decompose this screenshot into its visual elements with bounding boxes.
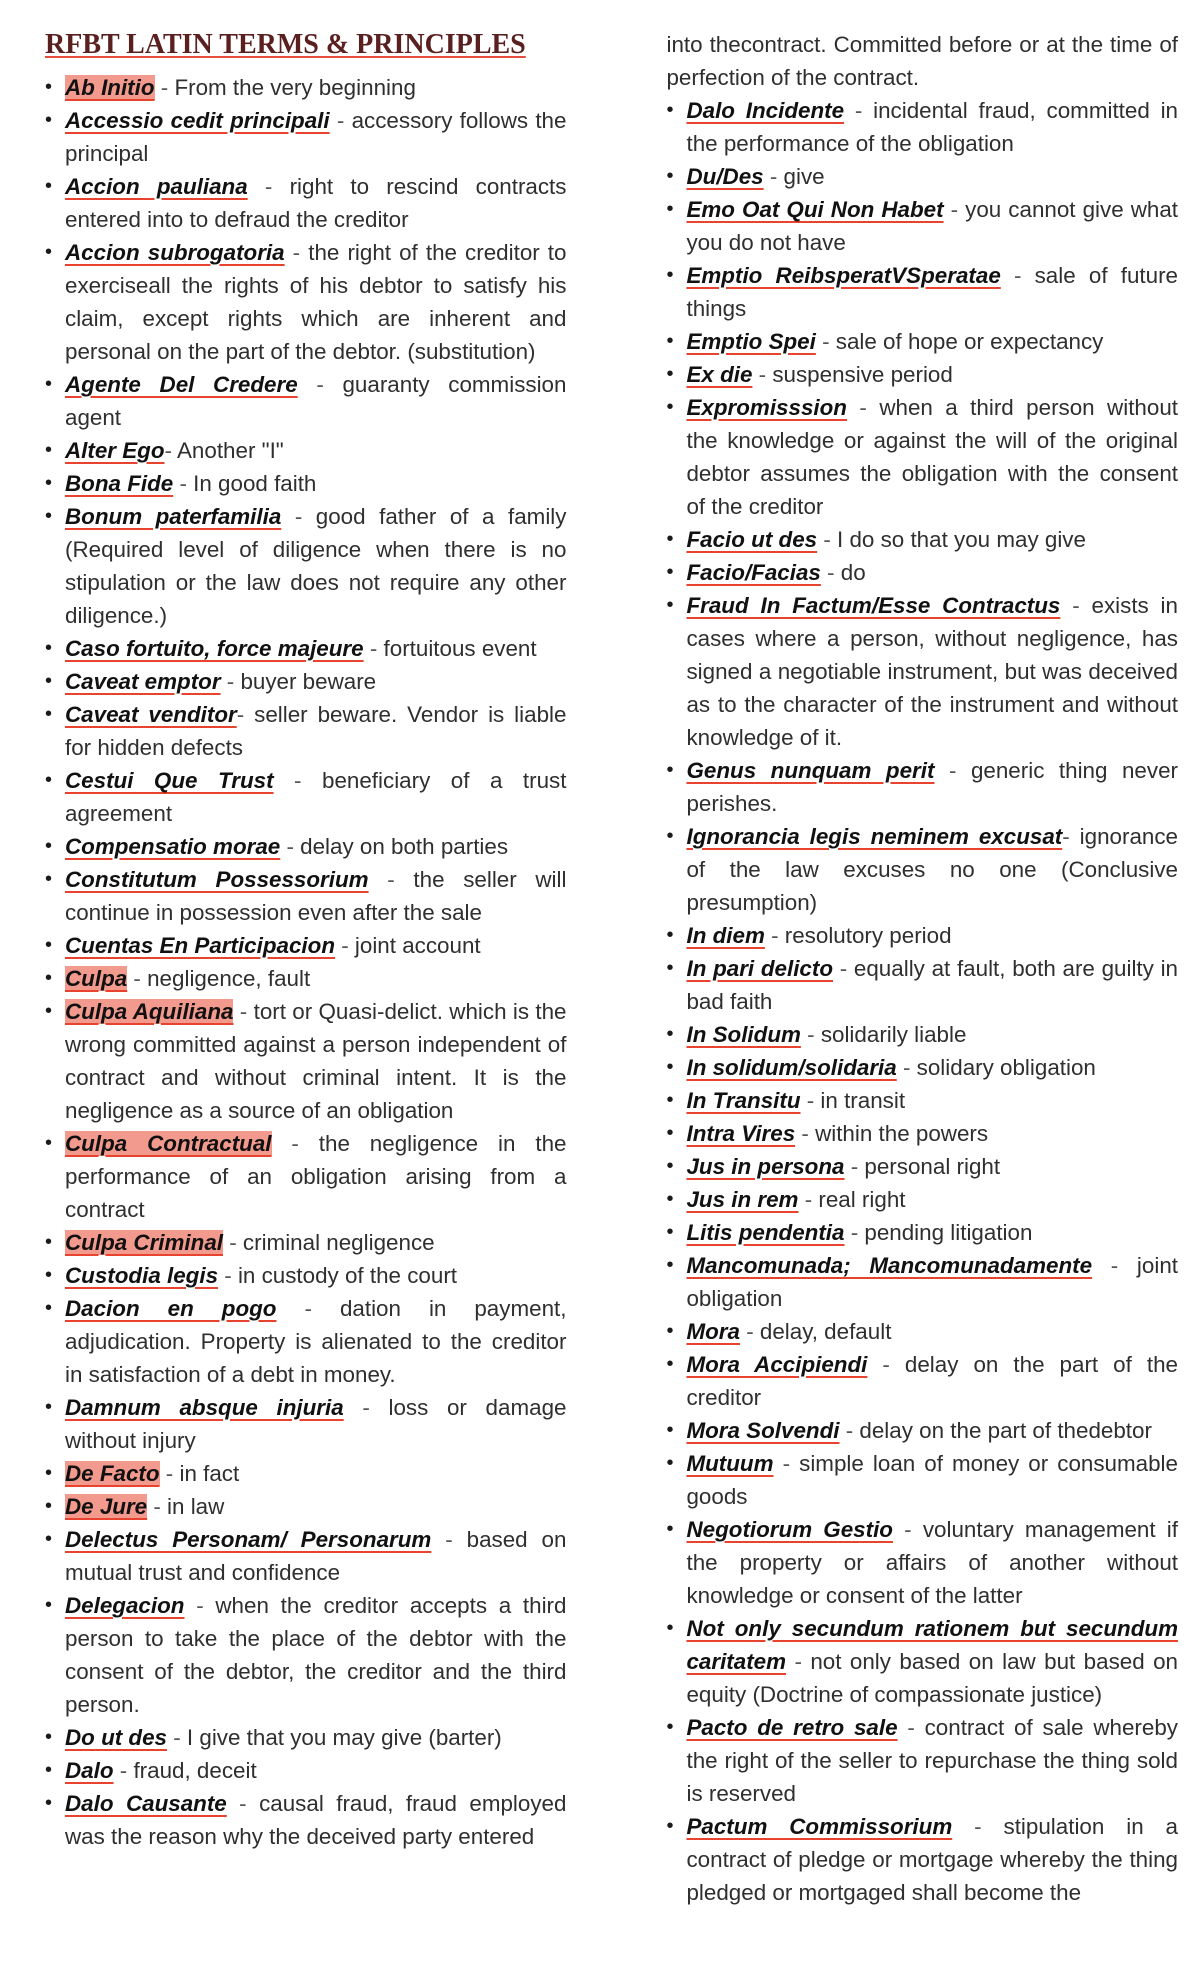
- term-separator: -: [1000, 263, 1035, 288]
- term-separator: -: [223, 1230, 243, 1255]
- term-entry: [666, 1249, 1178, 1315]
- term-entry: [666, 1018, 1178, 1051]
- page-title: RFBT LATIN TERMS & PRINCIPLES: [45, 29, 526, 60]
- term-definition: criminal negligence: [242, 1230, 435, 1255]
- term-entry: [666, 1051, 1178, 1084]
- term-entry: [666, 160, 1178, 193]
- term-definition: when the creditor accepts a third person to take the place of the debtor with the consent of the debtor, the creditor and the third person.: [65, 1593, 567, 1717]
- term-name: Caso fortuito, force majeure: [65, 636, 364, 661]
- term-separator: -: [795, 1121, 816, 1146]
- term-entry: [45, 71, 566, 104]
- term-definition: joint obligation: [686, 1253, 1178, 1311]
- term-name: De Facto: [65, 1461, 160, 1486]
- term-entry: [666, 820, 1178, 919]
- term-name: Mora Accipiendi: [686, 1352, 868, 1377]
- term-entry: [666, 1216, 1178, 1249]
- term-name: Emo Oat Qui Non Habet: [686, 197, 944, 222]
- term-definition: I give that you may give (barter): [186, 1725, 502, 1750]
- term-separator: -: [764, 923, 785, 948]
- term-definition: you cannot give what you do not have: [686, 197, 1178, 255]
- term-entry: [666, 556, 1178, 589]
- term-entry: [45, 1721, 566, 1754]
- term-entry: [666, 589, 1178, 754]
- term-name: Expromisssion: [686, 395, 847, 420]
- term-name: Culpa: [65, 966, 128, 991]
- term-entry: [666, 1315, 1178, 1348]
- term-entry: [45, 929, 566, 962]
- term-definition: fortuitous event: [383, 636, 537, 661]
- term-definition: the right of the creditor to exerciseall the rights of his debtor to satisfy his claim, except rights which are inherent and personal on the part of the debtor. (substitution): [65, 240, 567, 364]
- term-separator: -: [247, 174, 290, 199]
- term-entry: [45, 1391, 566, 1457]
- term-separator: -: [844, 1154, 865, 1179]
- term-definition: give: [783, 164, 825, 189]
- term-name: Negotiorum Gestio: [686, 1517, 893, 1542]
- term-separator: -: [867, 1352, 905, 1377]
- term-entry: [666, 1447, 1178, 1513]
- term-definition: the seller will continue in possession even after the sale: [65, 867, 567, 925]
- term-separator: -: [236, 702, 255, 727]
- term-name: Emptio Spei: [686, 329, 816, 354]
- term-entry: [666, 523, 1178, 556]
- term-definition: delay on the part of thedebtor: [859, 1418, 1152, 1443]
- term-separator: -: [897, 1715, 925, 1740]
- term-name: In solidum/solidaria: [686, 1055, 897, 1080]
- term-separator: -: [773, 1451, 800, 1476]
- term-definition: pending litigation: [864, 1220, 1033, 1245]
- term-separator: -: [280, 834, 301, 859]
- term-entry: [45, 863, 566, 929]
- term-definition: sale of hope or expectancy: [835, 329, 1104, 354]
- term-name: Mora: [686, 1319, 740, 1344]
- term-name: Pactum Commissorium: [686, 1814, 953, 1839]
- term-name: Agente Del Credere: [65, 372, 298, 397]
- term-separator: -: [273, 768, 322, 793]
- term-name: Compensatio morae: [65, 834, 281, 859]
- term-name: De Jure: [65, 1494, 148, 1519]
- term-separator: -: [164, 438, 177, 463]
- term-entry: [45, 467, 566, 500]
- term-separator: -: [159, 1461, 180, 1486]
- term-name: Cestui Que Trust: [65, 768, 274, 793]
- term-separator: -: [343, 1395, 389, 1420]
- term-entry: [45, 1292, 566, 1391]
- term-separator: -: [844, 1220, 865, 1245]
- term-definition: guaranty commission agent: [65, 372, 567, 430]
- term-name: Ab Initio: [65, 75, 155, 100]
- term-name: Du/Des: [686, 164, 764, 189]
- term-separator: -: [276, 1296, 340, 1321]
- term-separator: -: [943, 197, 966, 222]
- term-separator: -: [226, 1791, 260, 1816]
- term-separator: -: [752, 362, 773, 387]
- term-separator: -: [147, 1494, 168, 1519]
- term-definition: delay on the part of the creditor: [686, 1352, 1178, 1410]
- term-definition: loss or damage without injury: [65, 1395, 567, 1453]
- term-name: In pari delicto: [686, 956, 834, 981]
- term-entry: [666, 1513, 1178, 1612]
- term-definition: delay on both parties: [300, 834, 509, 859]
- term-entry: [666, 754, 1178, 820]
- term-entry: [666, 952, 1178, 1018]
- term-definition: delay, default: [759, 1319, 892, 1344]
- term-name: Fraud In Factum/Esse Contractus: [686, 593, 1061, 618]
- term-entry: [45, 1127, 566, 1226]
- term-name: Litis pendentia: [686, 1220, 845, 1245]
- term-separator: -: [844, 98, 874, 123]
- term-separator: -: [786, 1649, 811, 1674]
- term-name: Dalo: [65, 1758, 114, 1783]
- term-name: Culpa Criminal: [65, 1230, 224, 1255]
- term-name: Culpa Aquiliana: [65, 999, 234, 1024]
- term-separator: -: [184, 1593, 216, 1618]
- term-definition: resolutory period: [784, 923, 952, 948]
- term-definition: generic thing never perishes.: [686, 758, 1178, 816]
- term-separator: -: [271, 1131, 319, 1156]
- term-name: In diem: [686, 923, 765, 948]
- term-entry: [666, 1084, 1178, 1117]
- term-name: Jus in persona: [686, 1154, 845, 1179]
- term-separator: -: [218, 1263, 238, 1288]
- term-separator: -: [329, 108, 352, 133]
- term-definition: suspensive period: [772, 362, 953, 387]
- term-name: Constitutum Possessorium: [65, 867, 369, 892]
- term-definition: fraud, deceit: [133, 1758, 257, 1783]
- term-definition: dation in payment, adjudication. Property is alienated to the creditor in satisfaction of a debt in money.: [65, 1296, 567, 1387]
- term-definition: In good faith: [193, 471, 317, 496]
- term-name: Dalo Causante: [65, 1791, 227, 1816]
- left-term-list: [45, 71, 566, 1853]
- term-entry: [45, 500, 566, 632]
- term-name: Genus nunquam perit: [686, 758, 935, 783]
- term-name: Not only secundum rationem but secundum caritatem: [686, 1616, 1178, 1674]
- term-entry: [45, 1490, 566, 1523]
- term-entry: [666, 325, 1178, 358]
- term-entry: [45, 764, 566, 830]
- term-definition: when a third person without the knowledge or against the will of the original debtor assumes the obligation with the consent of the creditor: [686, 395, 1178, 519]
- term-entry: [666, 1612, 1178, 1711]
- term-separator: -: [233, 999, 254, 1024]
- term-name: Facio/Facias: [686, 560, 821, 585]
- term-separator: -: [815, 329, 836, 354]
- term-entry: [666, 1150, 1178, 1183]
- term-separator: -: [281, 504, 316, 529]
- term-definition: accessory follows the principal: [65, 108, 567, 166]
- term-separator: -: [113, 1758, 134, 1783]
- term-name: Mancomunada; Mancomunadamente: [686, 1253, 1093, 1278]
- term-entry: [666, 1117, 1178, 1150]
- term-separator: -: [839, 1418, 860, 1443]
- term-definition: Another "I": [176, 438, 284, 463]
- left-column: [45, 22, 566, 1909]
- term-definition: right to rescind contracts entered into to defraud the creditor: [65, 174, 567, 232]
- term-definition: contract of sale whereby the right of the seller to repurchase the thing sold is reserved: [686, 1715, 1178, 1806]
- term-definition: exists in cases where a person, without negligence, has signed a negotiable instrument, but was deceived as to the character of the instrument and without knowledge of it.: [686, 593, 1178, 750]
- term-entry: [666, 1711, 1178, 1810]
- term-definition: personal right: [864, 1154, 1001, 1179]
- term-definition: negligence, fault: [147, 966, 311, 991]
- term-separator: -: [431, 1527, 467, 1552]
- term-definition: the negligence in the performance of an obligation arising from a contract: [65, 1131, 567, 1222]
- term-entry: [666, 1810, 1178, 1909]
- term-entry: [666, 919, 1178, 952]
- term-entry: [666, 259, 1178, 325]
- term-entry: [45, 995, 566, 1127]
- term-name: Accion subrogatoria: [65, 240, 285, 265]
- term-name: Facio ut des: [686, 527, 818, 552]
- term-name: Mora Solvendi: [686, 1418, 840, 1443]
- term-definition: solidarily liable: [820, 1022, 967, 1047]
- term-separator: -: [847, 395, 880, 420]
- term-name: In Solidum: [686, 1022, 801, 1047]
- continuation-text: into thecontract. Committed before or at the time of perfection of the contract.: [666, 32, 1178, 90]
- term-separator: -: [220, 669, 241, 694]
- term-name: Bona Fide: [65, 471, 174, 496]
- term-separator: -: [1060, 593, 1092, 618]
- term-separator: -: [934, 758, 971, 783]
- term-entry: [666, 193, 1178, 259]
- term-entry: [45, 830, 566, 863]
- term-entry: [45, 1787, 566, 1853]
- term-entry: [45, 170, 566, 236]
- term-name: Jus in rem: [686, 1187, 799, 1212]
- term-separator: -: [167, 1725, 187, 1750]
- term-entry: [45, 368, 566, 434]
- term-name: Accion pauliana: [65, 174, 248, 199]
- term-name: Dalo Incidente: [686, 98, 845, 123]
- term-name: Pacto de retro sale: [686, 1715, 898, 1740]
- term-definition: causal fraud, fraud employed was the reason why the deceived party entered: [65, 1791, 567, 1849]
- term-definition: I do so that you may give: [837, 527, 1086, 552]
- term-name: Caveat venditor: [65, 702, 237, 727]
- term-separator: -: [798, 1187, 819, 1212]
- term-entry: [45, 665, 566, 698]
- term-definition: in fact: [179, 1461, 240, 1486]
- term-separator: -: [335, 933, 355, 958]
- term-definition: solidary obligation: [916, 1055, 1096, 1080]
- term-entry: [45, 1259, 566, 1292]
- right-term-list: [666, 94, 1178, 1909]
- term-entry: [45, 1523, 566, 1589]
- term-separator: -: [739, 1319, 760, 1344]
- term-entry: [666, 1414, 1178, 1447]
- term-definition: stipulation in a contract of pledge or mortgage whereby the thing pledged or mortgaged shall become the: [686, 1814, 1178, 1905]
- term-name: Bonum paterfamilia: [65, 504, 282, 529]
- term-separator: -: [1062, 824, 1080, 849]
- term-entry: [45, 1754, 566, 1787]
- term-name: Emptio ReibsperatVSperatae: [686, 263, 1001, 288]
- term-separator: -: [363, 636, 384, 661]
- term-definition: in transit: [820, 1088, 906, 1113]
- term-entry: [45, 434, 566, 467]
- term-definition: sale of future things: [686, 263, 1178, 321]
- term-definition: beneficiary of a trust agreement: [65, 768, 567, 826]
- term-separator: -: [284, 240, 309, 265]
- term-entry: [666, 94, 1178, 160]
- term-separator: -: [1092, 1253, 1137, 1278]
- term-name: Ignorancia legis neminem excusat: [686, 824, 1063, 849]
- term-entry: [666, 1183, 1178, 1216]
- term-definition: seller beware. Vendor is liable for hidden defects: [65, 702, 567, 760]
- term-name: Caveat emptor: [65, 669, 221, 694]
- term-separator: -: [817, 527, 838, 552]
- term-definition: voluntary management if the property or affairs of another without knowledge or consent of the latter: [686, 1517, 1179, 1608]
- term-definition: ignorance of the law excuses no one (Conclusive presumption): [686, 824, 1178, 915]
- term-name: Delegacion: [65, 1593, 185, 1618]
- term-entry: [45, 1589, 566, 1721]
- term-entry: [45, 236, 566, 368]
- term-separator: -: [297, 372, 343, 397]
- term-entry: [45, 1226, 566, 1259]
- term-definition: good father of a family (Required level of diligence when there is no stipulation or the law does not require any other diligence.): [65, 504, 567, 628]
- term-name: Damnum absque injuria: [65, 1395, 344, 1420]
- term-definition: simple loan of money or consumable goods: [686, 1451, 1178, 1509]
- term-definition: within the powers: [815, 1121, 989, 1146]
- term-separator: -: [800, 1022, 821, 1047]
- term-separator: -: [173, 471, 194, 496]
- term-separator: -: [368, 867, 414, 892]
- term-name: Dacion en pogo: [65, 1296, 277, 1321]
- term-entry: [45, 1457, 566, 1490]
- term-definition: tort or Quasi-delict. which is the wrong committed against a person independent of contract and without criminal intent. It is the negligence as a source of an obligation: [65, 999, 567, 1123]
- term-name: Accessio cedit principali: [65, 108, 330, 133]
- term-definition: joint account: [354, 933, 481, 958]
- term-definition: in custody of the court: [237, 1263, 457, 1288]
- term-entry: [666, 358, 1178, 391]
- term-definition: equally at fault, both are guilty in bad faith: [686, 956, 1178, 1014]
- term-name: Cuentas En Participacion: [65, 933, 335, 958]
- term-separator: -: [127, 966, 148, 991]
- term-name: Do ut des: [65, 1725, 168, 1750]
- term-name: Mutuum: [686, 1451, 774, 1476]
- term-definition: not only based on law but based on equity (Doctrine of compassionate justice): [686, 1649, 1178, 1707]
- term-separator: -: [800, 1088, 821, 1113]
- term-separator: -: [952, 1814, 1004, 1839]
- term-entry: [45, 962, 566, 995]
- term-name: Culpa Contractual: [65, 1131, 272, 1156]
- term-separator: -: [154, 75, 175, 100]
- term-separator: -: [820, 560, 841, 585]
- term-separator: -: [896, 1055, 917, 1080]
- term-separator: -: [892, 1517, 923, 1542]
- term-entry: [45, 632, 566, 665]
- term-name: Intra Vires: [686, 1121, 796, 1146]
- term-name: Custodia legis: [65, 1263, 219, 1288]
- term-separator: -: [763, 164, 784, 189]
- term-definition: in law: [167, 1494, 225, 1519]
- term-definition: From the very beginning: [174, 75, 416, 100]
- term-entry: [666, 1348, 1178, 1414]
- term-definition: do: [840, 560, 866, 585]
- term-definition: incidental fraud, committed in the performance of the obligation: [686, 98, 1178, 156]
- term-separator: -: [833, 956, 854, 981]
- term-name: Delectus Personam/ Personarum: [65, 1527, 432, 1552]
- term-definition: based on mutual trust and confidence: [65, 1527, 567, 1585]
- term-entry: [45, 104, 566, 170]
- term-entry: [666, 391, 1178, 523]
- term-name: Ex die: [686, 362, 753, 387]
- term-definition: real right: [818, 1187, 906, 1212]
- term-definition: buyer beware: [240, 669, 377, 694]
- right-column: [594, 28, 1178, 1909]
- term-name: In Transitu: [686, 1088, 801, 1113]
- term-entry: [45, 698, 566, 764]
- term-name: Alter Ego: [65, 438, 165, 463]
